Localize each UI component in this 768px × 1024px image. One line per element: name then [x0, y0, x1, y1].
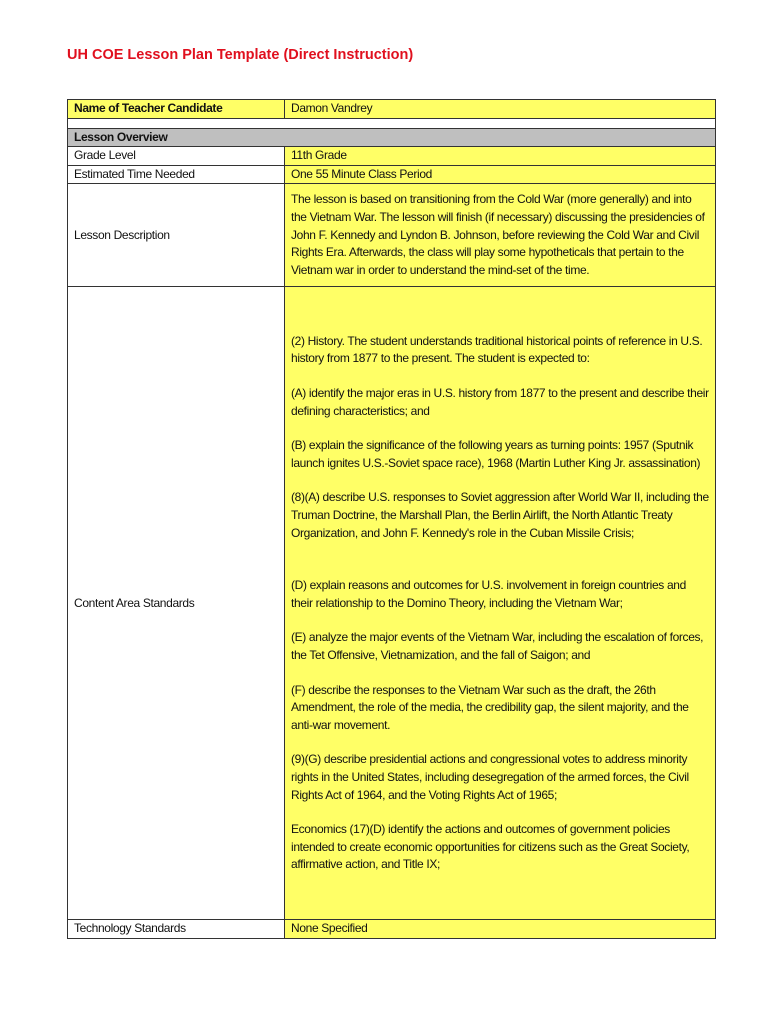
standard-paragraph: (9)(G) describe presidential actions and congressional votes to address minority rights in the United States, including desegregation of the armed forces, the Civil Rights Act of 1964, and the Voting Rights Act of 1965;: [291, 752, 689, 802]
time-value: One 55 Minute Class Period: [285, 165, 716, 184]
standard-paragraph: (E) analyze the major events of the Vietnam War, including the escalation of forces, the Tet Offensive, Vietnamization, and the fall of Saigon; and: [291, 630, 704, 662]
technology-row: [68, 920, 716, 939]
overview-header-row: [68, 128, 716, 147]
standard-paragraph: Economics (17)(D) identify the actions and outcomes of government policies intended to create economic opportunities for citizens such as the Great Society, affirmative action, and Title IX;: [291, 822, 690, 872]
standard-paragraph: (8)(A) describe U.S. responses to Soviet aggression after World War II, including the Truman Doctrine, the Marshall Plan, the Berlin Airlift, the North Atlantic Treaty Organization, and John F. Kennedy's role in the Cuban Missile Crisis;: [291, 490, 709, 540]
technology-label: Technology Standards: [68, 920, 285, 939]
grade-row: [68, 147, 716, 166]
spacer-row: [68, 118, 716, 128]
standards-label: Content Area Standards: [68, 287, 285, 920]
standards-row: [68, 287, 716, 920]
standard-paragraph: (B) explain the significance of the following years as turning points: 1957 (Sputnik launch ignites U.S.-Soviet space race), 1968 (Martin Luther King Jr. assassination): [291, 438, 701, 470]
grade-label: Grade Level: [68, 147, 285, 166]
teacher-label: Name of Teacher Candidate: [68, 100, 285, 119]
grade-value: 11th Grade: [285, 147, 716, 166]
standard-paragraph: (A) identify the major eras in U.S. history from 1877 to the present and describe their defining characteristics; and: [291, 386, 709, 418]
description-row: [68, 184, 716, 287]
technology-value: None Specified: [285, 920, 716, 939]
standards-value: [285, 287, 716, 920]
description-value: The lesson is based on transitioning from the Cold War (more generally) and into the Vietnam War. The lesson will finish (if necessary) discussing the presidencies of John F. Kennedy and Lyndon B. Johnson, before reviewing the Cold War and Civil Rights Era. Afterwards, the class will play some hypotheticals that pertain to the Vietnam war in order to understand the mind-set of the time.: [285, 184, 716, 287]
teacher-row: [68, 100, 716, 119]
standard-paragraph: (2) History. The student understands traditional historical points of reference in U.S. history from 1877 to the present. The student is expected to:: [291, 333, 703, 366]
time-row: [68, 165, 716, 184]
time-label: Estimated Time Needed: [68, 165, 285, 184]
description-label: Lesson Description: [68, 184, 285, 287]
overview-heading: Lesson Overview: [68, 128, 716, 147]
document-title: UH COE Lesson Plan Template (Direct Instruction): [67, 47, 414, 63]
standard-paragraph: (D) explain reasons and outcomes for U.S. involvement in foreign countries and their relationship to the Domino Theory, including the Vietnam War;: [291, 578, 686, 610]
standard-paragraph: (F) describe the responses to the Vietnam War such as the draft, the 26th Amendment, the role of the media, the credibility gap, the silent majority, and the anti-war movement.: [291, 682, 689, 732]
teacher-value: Damon Vandrey: [285, 100, 716, 119]
lesson-plan-table: [67, 99, 716, 939]
